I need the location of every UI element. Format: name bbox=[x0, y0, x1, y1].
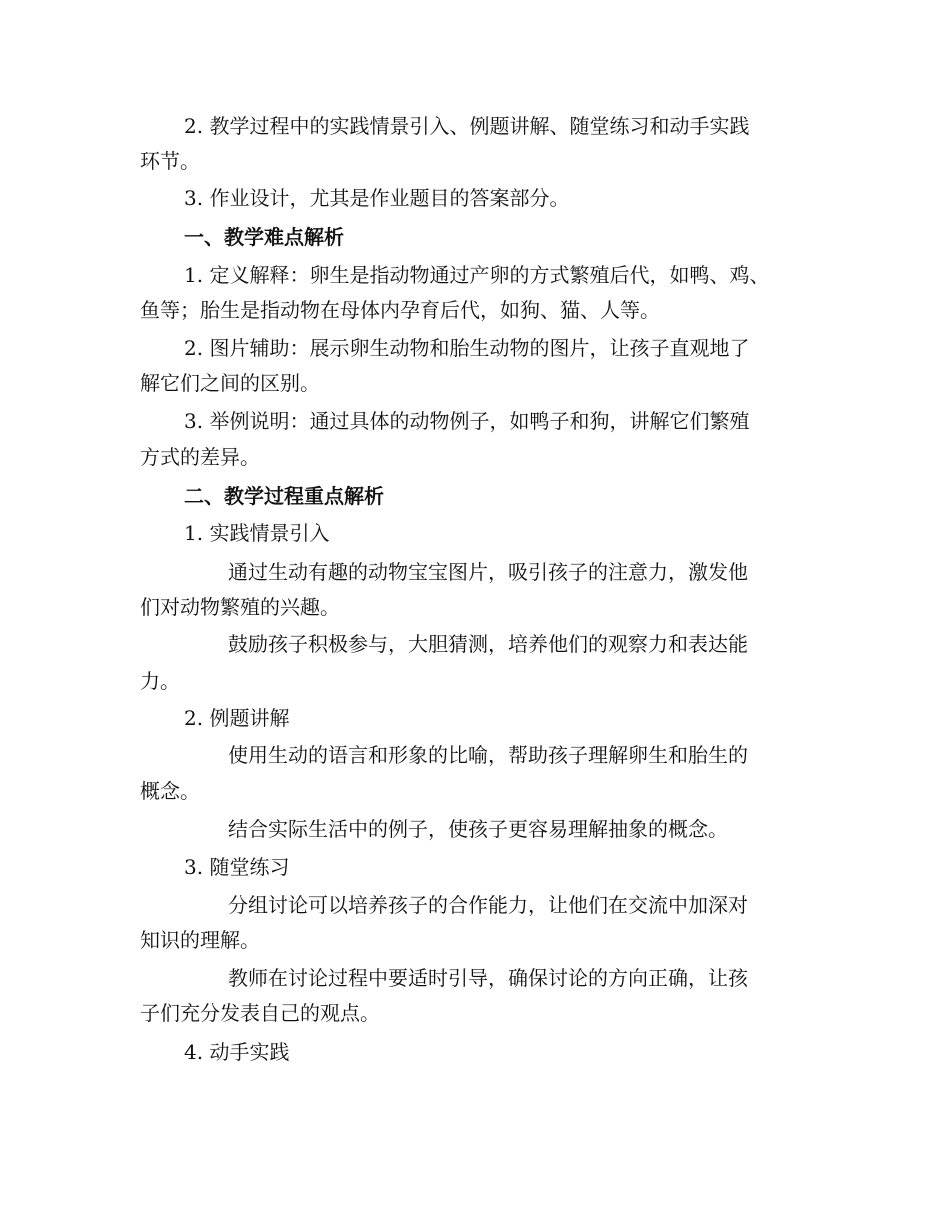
paragraph-line: 3. 举例说明：通过具体的动物例子，如鸭子和狗，讲解它们繁殖 bbox=[184, 409, 750, 433]
paragraph-line: 知识的理解。 bbox=[140, 928, 260, 952]
paragraph-line: 1. 定义解释：卵生是指动物通过产卵的方式繁殖后代，如鸭、鸡、 bbox=[184, 263, 770, 287]
paragraph-line: 2. 例题讲解 bbox=[184, 706, 290, 730]
paragraph-line: 方式的差异。 bbox=[140, 445, 260, 469]
paragraph-line: 教师在讨论过程中要适时引导，确保讨论的方向正确，让孩 bbox=[228, 966, 748, 990]
paragraph-line: 结合实际生活中的例子，使孩子更容易理解抽象的概念。 bbox=[228, 817, 728, 841]
paragraph-line: 2. 图片辅助：展示卵生动物和胎生动物的图片，让孩子直观地了 bbox=[184, 336, 750, 360]
paragraph-line: 子们充分发表自己的观点。 bbox=[140, 1001, 380, 1025]
paragraph-line: 2. 教学过程中的实践情景引入、例题讲解、随堂练习和动手实践 bbox=[184, 114, 750, 138]
paragraph-line: 分组讨论可以培养孩子的合作能力，让他们在交流中加深对 bbox=[228, 893, 748, 917]
section-heading: 一、教学难点解析 bbox=[184, 225, 344, 249]
paragraph-line: 3. 随堂练习 bbox=[184, 855, 290, 879]
paragraph-line: 通过生动有趣的动物宝宝图片，吸引孩子的注意力，激发他 bbox=[228, 560, 748, 584]
paragraph-line: 3. 作业设计，尤其是作业题目的答案部分。 bbox=[184, 186, 570, 210]
paragraph-line: 鼓励孩子积极参与，大胆猜测，培养他们的观察力和表达能 bbox=[228, 632, 748, 656]
paragraph-line: 使用生动的语言和形象的比喻，帮助孩子理解卵生和胎生的 bbox=[228, 743, 748, 767]
paragraph-line: 解它们之间的区别。 bbox=[140, 371, 320, 395]
paragraph-line: 概念。 bbox=[140, 779, 200, 803]
section-heading: 二、教学过程重点解析 bbox=[184, 484, 384, 508]
paragraph-line: 环节。 bbox=[140, 149, 200, 173]
paragraph-line: 4. 动手实践 bbox=[184, 1040, 290, 1064]
paragraph-line: 1. 实践情景引入 bbox=[184, 521, 330, 545]
paragraph-line: 力。 bbox=[140, 669, 180, 693]
paragraph-line: 们对动物繁殖的兴趣。 bbox=[140, 595, 340, 619]
paragraph-line: 鱼等；胎生是指动物在母体内孕育后代，如狗、猫、人等。 bbox=[140, 298, 660, 322]
